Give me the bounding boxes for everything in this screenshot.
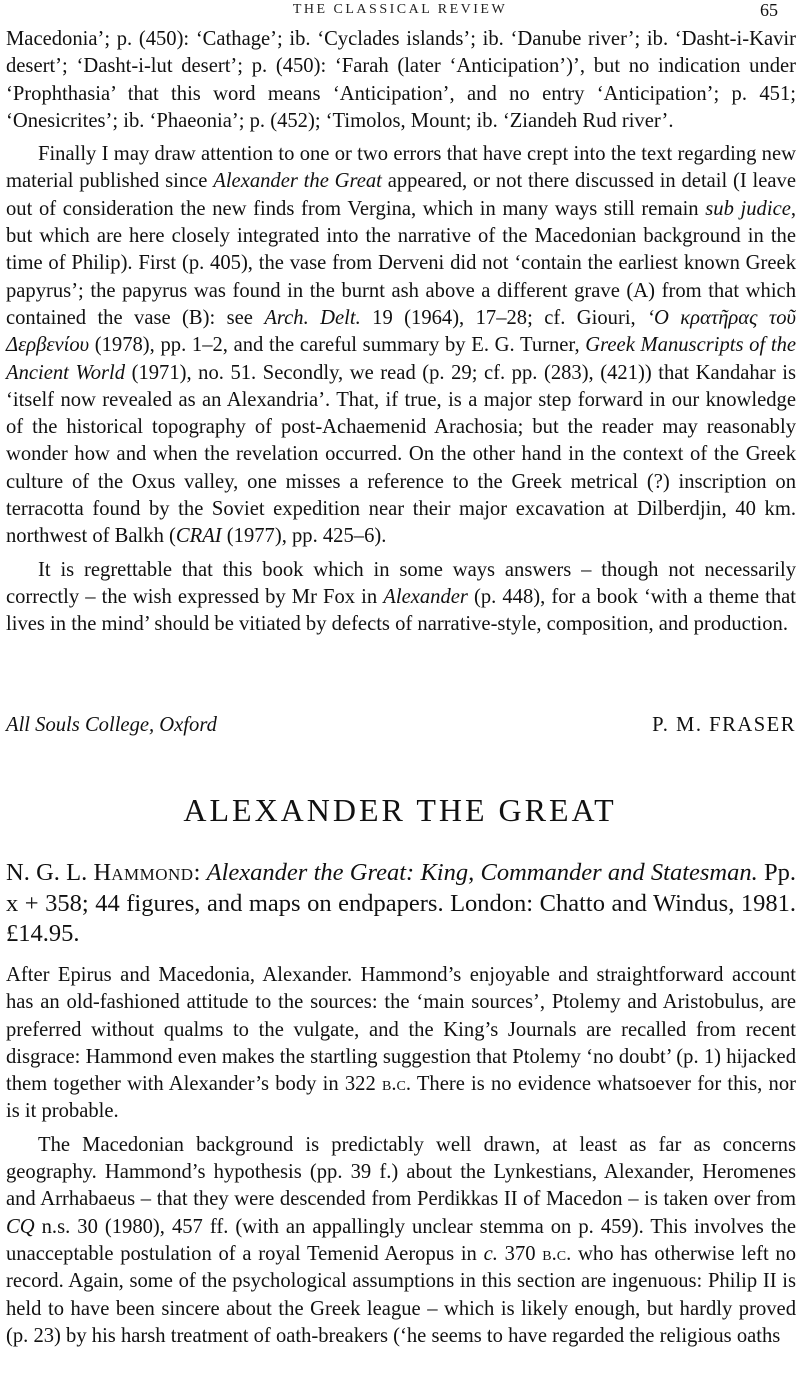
previous-review-text: [6, 26, 796, 639]
paragraph-sources: After Epirus and Macedonia, Alexander. Hammond’s enjoyable and straightforward account has an old-fashioned attitude to the sources: the ‘main sources’, Ptolemy and Aristobulus, are preferred without qualms to the vulgate, and the King’s Journals are recalled from recent disgrace: Hammond even makes the startling suggestion that Ptolemy ‘no doubt’ (p. 1) hijacked them together with Alexander’s body in 322 b.c. There is no evidence whatsoever for this, nor is it probable.: [6, 964, 796, 1123]
book-citation: N. G. L. Hammond: Alexander the Great: King, Commander and Statesman. Pp. x + 358; 44 figures, and maps on endpapers. London: Chatto and Windus, 1981. £14.95.: [6, 859, 796, 947]
reviewer-name: P. M. FRASER: [652, 714, 796, 736]
running-head: THE CLASSICAL REVIEW: [292, 2, 508, 17]
review-text: [6, 962, 796, 1350]
paragraph-errors: Finally I may draw attention to one or two errors that have crept into the text regarding new material published since Alexander the Great appeared, or not there discussed in detail (I leave out of consideration the new finds from Vergina, which in many ways still remain sub judice, but which are here closely integrated into the narrative of the Macedonian background in the time of Philip). First (p. 405), the vase from Derveni did not ‘contain the earliest known Greek papyrus’; the papyrus was found in the burnt ash above a different grave (A) from that which contained the vase (B): see Arch. Delt. 19 (1964), 17–28; cf. Giouri, ‘Ο κρατῆρας τοῦ Δερβενίου (1978), pp. 1–2, and the careful summary by E. G. Turner, Greek Manuscripts of the Ancient World (1971), no. 51. Secondly, we read (p. 29; cf. pp. (283), (421)) that Kandahar is ‘itself now revealed as an Alexandria’. That, if true, is a major step forward in our knowledge of the historical topography of post-Achaemenid Arachosia; but the reader may reasonably wonder how and when the revelation occurred. On the other hand in the context of the Greek culture of the Oxus valley, one misses a reference to the Greek metrical (?) inscription on terracotta found by the Soviet expedition near their major excavation at Dilberdjin, 40 km. northwest of Balkh (CRAI (1977), pp. 425–6).: [6, 143, 797, 548]
reviewer-signature: [6, 714, 796, 742]
paragraph-background: The Macedonian background is predictably well drawn, at least as far as concerns geography. Hammond’s hypothesis (pp. 39 f.) about the Lynkestians, Alexander, Heromenes and Arrhabaeus – that they were descended from Perdikkas II of Macedon – is taken over from CQ n.s. 30 (1980), 457 ff. (with an appallingly unclear stemma on p. 459). This involves the unacceptable postulation of a royal Temenid Aeropus in c. 370 b.c. who has otherwise left no record. Again, some of the psychological assumptions in this section are ingenuous: Philip II is held to have been sincere about the Greek league – which is likely enough, but hardly proved (p. 23) by his harsh treatment of oath-breakers (‘he seems to have regarded the religious oaths: [6, 1133, 797, 1347]
paragraph-conclusion: It is regrettable that this book which in some ways answers – though not necessarily correctly – the wish expressed by Mr Fox in Alexander (p. 448), for a book ‘with a theme that lives in the mind’ should be vitiated by defects of narrative-style, composition, and production.: [6, 558, 796, 636]
section-title: ALEXANDER THE GREAT: [183, 792, 617, 828]
reviewer-affiliation: All Souls College, Oxford: [6, 714, 217, 736]
book-title: Alexander the Great: King, Commander and Statesman.: [206, 859, 758, 886]
paragraph-index-entries: Macedonia’; p. (450): ‘Cathage’; ib. ‘Cyclades islands’; ib. ‘Danube river’; ib. ‘Dasht-i-Kavir desert’; ‘Dasht-i-lut desert’; p. (450): ‘Farah (later ‘Anticipation’)’, but no indication under ‘Prophthasia’ that this word means ‘Anticipation’, and no entry ‘Anticipation’; p. 451; ‘Onesicrites’; ib. ‘Phaeonia’; p. (452); ‘Timolos, Mount; ib. ‘Ziandeh Rud river’.: [6, 28, 796, 132]
page-header: [0, 0, 800, 22]
page-number: 65: [760, 0, 778, 20]
